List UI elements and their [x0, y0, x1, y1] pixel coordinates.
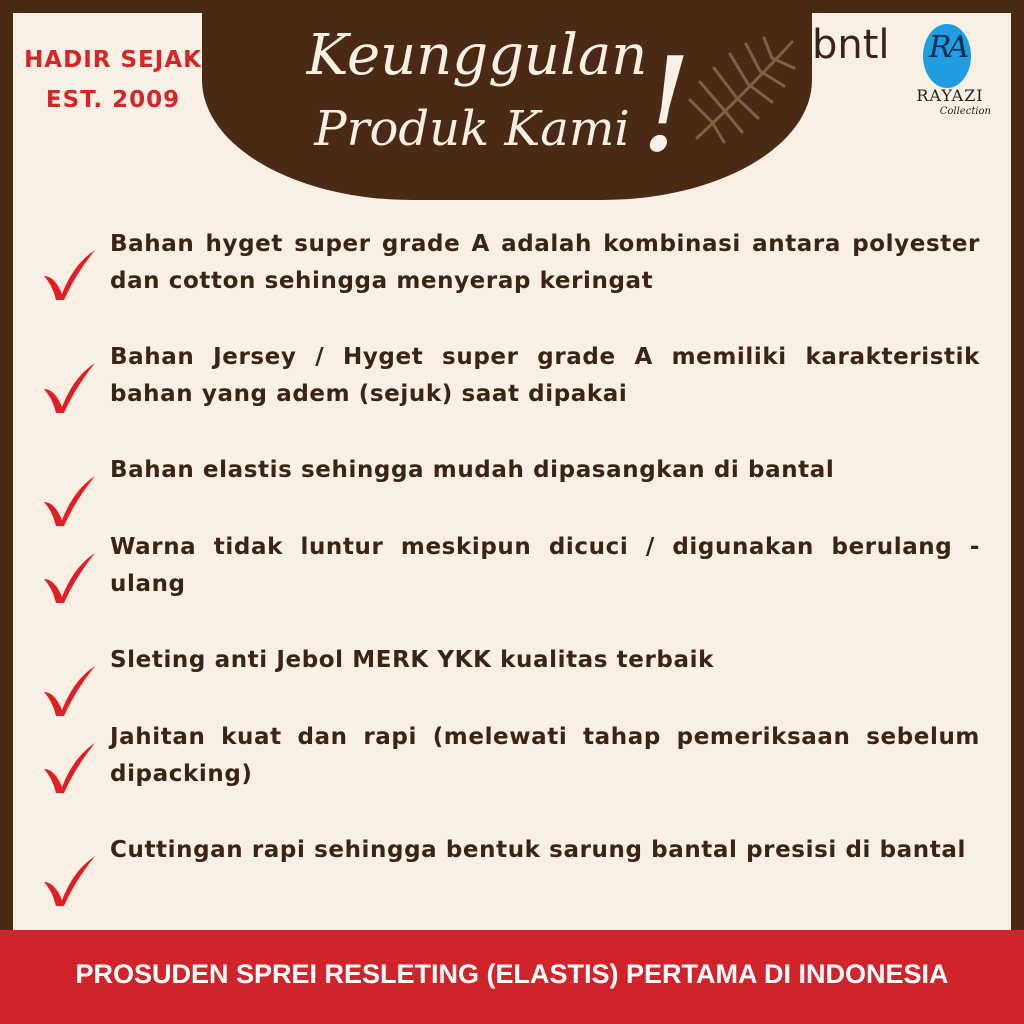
check-icon	[40, 472, 98, 528]
feature-item	[40, 339, 985, 439]
rayazi-logo-sub: Collection	[939, 106, 991, 117]
check-icon	[40, 359, 98, 415]
feature-text: Sleting anti Jebol MERK YKK kualitas terbaik	[110, 647, 714, 673]
check-icon	[40, 662, 98, 718]
feature-item	[40, 529, 985, 629]
est-line1: HADIR SEJAK	[24, 47, 202, 73]
footer-banner	[0, 930, 1024, 1024]
feature-item	[40, 832, 985, 932]
feature-text: Bahan hyget super grade A adalah kombinasi antara polyester dan cotton sehingga menyerap keringat	[110, 231, 980, 294]
feature-text: Jahitan kuat dan rapi (melewati tahap pemeriksaan sebelum dipacking)	[110, 724, 980, 787]
feature-text: Bahan Jersey / Hyget super grade A memiliki karakteristik bahan yang adem (sejuk) saat dipakai	[110, 344, 980, 407]
check-icon	[40, 739, 98, 795]
brand-text: bntl	[812, 22, 890, 68]
feature-text: Bahan elastis sehingga mudah dipasangkan di bantal	[110, 457, 835, 483]
feature-item	[40, 226, 985, 326]
feature-item	[40, 719, 985, 819]
check-icon	[40, 246, 98, 302]
footer-text: PROSUDEN SPREI RESLETING (ELASTIS) PERTAMA DI INDONESIA	[75, 959, 949, 989]
exclamation-mark: !	[640, 29, 693, 181]
title-line1: Keunggulan	[306, 23, 648, 88]
check-icon	[40, 852, 98, 908]
feature-text: Warna tidak luntur meskipun dicuci / digunakan berulang - ulang	[110, 534, 980, 597]
feature-text: Cuttingan rapi sehingga bentuk sarung bantal presisi di bantal	[110, 837, 966, 863]
est-line2: EST. 2009	[45, 87, 181, 113]
title-line2: Produk Kami	[314, 101, 630, 157]
check-icon	[40, 549, 98, 605]
rayazi-logo-monogram: RA	[928, 30, 966, 65]
rayazi-logo-name: RAYAZI	[916, 86, 984, 105]
